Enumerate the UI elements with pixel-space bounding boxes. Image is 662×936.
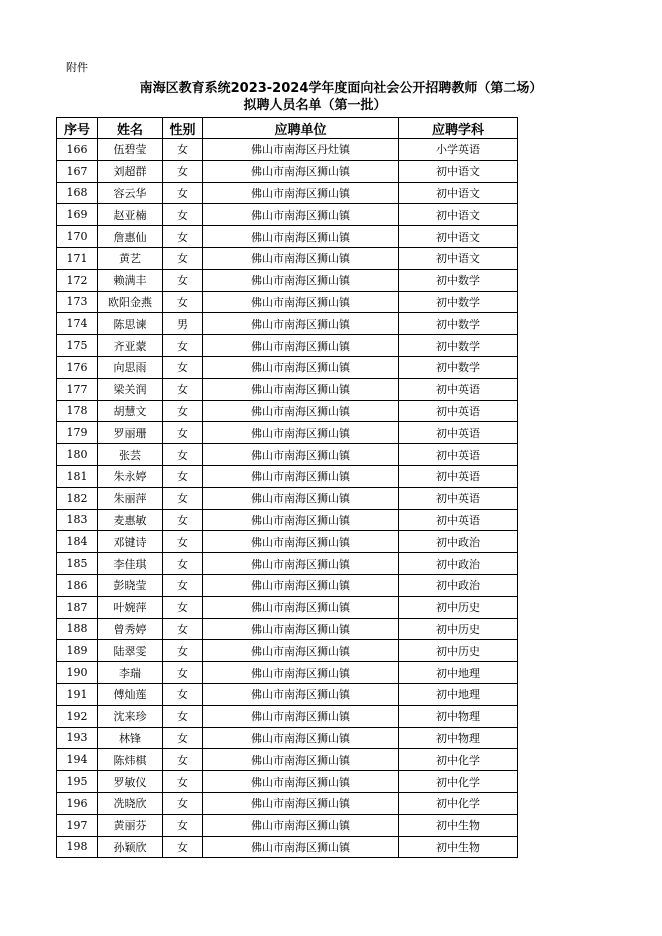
cell-gender: 女: [163, 792, 203, 814]
cell-gender: 女: [163, 356, 203, 378]
cell-gender: 女: [163, 683, 203, 705]
cell-gender: 女: [163, 160, 203, 182]
cell-name: 朱丽萍: [98, 487, 163, 509]
cell-serial-number: 171: [57, 247, 98, 269]
table-row: [57, 771, 518, 793]
cell-subject: 初中历史: [399, 640, 518, 662]
table-row: [57, 182, 518, 204]
cell-employer: 佛山市南海区狮山镇: [203, 465, 399, 487]
cell-employer: 佛山市南海区狮山镇: [203, 531, 399, 553]
table-row: [57, 269, 518, 291]
cell-serial-number: 197: [57, 814, 98, 836]
table-row: [57, 400, 518, 422]
cell-serial-number: 180: [57, 444, 98, 466]
table-row: [57, 509, 518, 531]
cell-employer: 佛山市南海区狮山镇: [203, 792, 399, 814]
cell-serial-number: 193: [57, 727, 98, 749]
cell-gender: 女: [163, 247, 203, 269]
cell-subject: 初中数学: [399, 335, 518, 357]
cell-serial-number: 170: [57, 226, 98, 248]
cell-name: 叶婉萍: [98, 596, 163, 618]
cell-serial-number: 182: [57, 487, 98, 509]
cell-name: 黄丽芬: [98, 814, 163, 836]
cell-gender: 女: [163, 727, 203, 749]
cell-gender: 女: [163, 378, 203, 400]
cell-subject: 初中数学: [399, 269, 518, 291]
cell-serial-number: 192: [57, 705, 98, 727]
cell-name: 罗敏仪: [98, 771, 163, 793]
cell-subject: 初中数学: [399, 356, 518, 378]
cell-employer: 佛山市南海区狮山镇: [203, 247, 399, 269]
cell-employer: 佛山市南海区狮山镇: [203, 291, 399, 313]
cell-serial-number: 178: [57, 400, 98, 422]
cell-employer: 佛山市南海区狮山镇: [203, 814, 399, 836]
cell-subject: 初中地理: [399, 683, 518, 705]
cell-name: 麦惠敏: [98, 509, 163, 531]
table-row: [57, 247, 518, 269]
cell-subject: 初中英语: [399, 400, 518, 422]
table-body: [57, 139, 518, 858]
cell-gender: 女: [163, 465, 203, 487]
cell-employer: 佛山市南海区狮山镇: [203, 749, 399, 771]
attachment-label: 附件: [66, 61, 88, 74]
cell-serial-number: 181: [57, 465, 98, 487]
cell-serial-number: 196: [57, 792, 98, 814]
cell-employer: 佛山市南海区狮山镇: [203, 160, 399, 182]
cell-serial-number: 190: [57, 662, 98, 684]
cell-employer: 佛山市南海区狮山镇: [203, 400, 399, 422]
cell-gender: 女: [163, 182, 203, 204]
cell-name: 向思雨: [98, 356, 163, 378]
cell-employer: 佛山市南海区狮山镇: [203, 356, 399, 378]
cell-serial-number: 185: [57, 553, 98, 575]
table-row: [57, 313, 518, 335]
cell-name: 邓键诗: [98, 531, 163, 553]
cell-subject: 初中地理: [399, 662, 518, 684]
cell-subject: 初中化学: [399, 771, 518, 793]
cell-subject: 初中化学: [399, 749, 518, 771]
cell-name: 黄艺: [98, 247, 163, 269]
cell-name: 冼晓欣: [98, 792, 163, 814]
table-row: [57, 596, 518, 618]
cell-employer: 佛山市南海区狮山镇: [203, 335, 399, 357]
cell-gender: 女: [163, 291, 203, 313]
table-row: [57, 160, 518, 182]
cell-gender: 女: [163, 422, 203, 444]
table-row: [57, 444, 518, 466]
cell-serial-number: 194: [57, 749, 98, 771]
cell-employer: 佛山市南海区狮山镇: [203, 226, 399, 248]
cell-name: 容云华: [98, 182, 163, 204]
cell-serial-number: 172: [57, 269, 98, 291]
table-row: [57, 465, 518, 487]
cell-serial-number: 188: [57, 618, 98, 640]
cell-subject: 初中语文: [399, 182, 518, 204]
cell-name: 孙颖欣: [98, 836, 163, 858]
cell-serial-number: 175: [57, 335, 98, 357]
cell-subject: 初中物理: [399, 705, 518, 727]
cell-name: 梁关润: [98, 378, 163, 400]
table-row: [57, 553, 518, 575]
cell-serial-number: 198: [57, 836, 98, 858]
table-row: [57, 662, 518, 684]
cell-name: 彭晓莹: [98, 574, 163, 596]
table-row: [57, 291, 518, 313]
cell-employer: 佛山市南海区狮山镇: [203, 705, 399, 727]
cell-gender: 女: [163, 487, 203, 509]
cell-serial-number: 179: [57, 422, 98, 444]
table-row: [57, 640, 518, 662]
cell-gender: 女: [163, 705, 203, 727]
cell-name: 伍碧莹: [98, 139, 163, 161]
cell-gender: 女: [163, 574, 203, 596]
cell-subject: 初中语文: [399, 247, 518, 269]
table-row: [57, 574, 518, 596]
cell-subject: 初中语文: [399, 204, 518, 226]
cell-serial-number: 174: [57, 313, 98, 335]
cell-name: 曾秀婷: [98, 618, 163, 640]
table-row: [57, 487, 518, 509]
cell-name: 傅灿莲: [98, 683, 163, 705]
table-row: [57, 335, 518, 357]
cell-employer: 佛山市南海区狮山镇: [203, 727, 399, 749]
cell-subject: 初中英语: [399, 444, 518, 466]
table-row: [57, 356, 518, 378]
document-title: 南海区教育系统2023-2024学年度面向社会公开招聘教师（第二场）: [139, 81, 543, 96]
cell-gender: 女: [163, 814, 203, 836]
cell-subject: 初中语文: [399, 226, 518, 248]
table-row: [57, 204, 518, 226]
cell-name: 林锋: [98, 727, 163, 749]
cell-subject: 初中英语: [399, 422, 518, 444]
cell-serial-number: 169: [57, 204, 98, 226]
cell-employer: 佛山市南海区狮山镇: [203, 596, 399, 618]
cell-subject: 初中英语: [399, 465, 518, 487]
cell-subject: 初中英语: [399, 378, 518, 400]
cell-gender: 女: [163, 771, 203, 793]
cell-gender: 女: [163, 553, 203, 575]
cell-subject: 初中数学: [399, 291, 518, 313]
cell-serial-number: 167: [57, 160, 98, 182]
cell-name: 李瑞: [98, 662, 163, 684]
cell-serial-number: 184: [57, 531, 98, 553]
table-row: [57, 836, 518, 858]
cell-gender: 女: [163, 269, 203, 291]
cell-gender: 女: [163, 662, 203, 684]
cell-serial-number: 191: [57, 683, 98, 705]
cell-gender: 女: [163, 596, 203, 618]
cell-name: 詹惠仙: [98, 226, 163, 248]
table-row: [57, 139, 518, 161]
cell-subject: 初中历史: [399, 618, 518, 640]
cell-gender: 女: [163, 204, 203, 226]
cell-gender: 女: [163, 226, 203, 248]
table-row: [57, 683, 518, 705]
cell-name: 胡慧文: [98, 400, 163, 422]
header-name: 姓名: [98, 118, 163, 139]
cell-employer: 佛山市南海区狮山镇: [203, 422, 399, 444]
table-row: [57, 378, 518, 400]
header-subject: 应聘学科: [399, 118, 518, 139]
cell-subject: 初中语文: [399, 160, 518, 182]
table-row: [57, 618, 518, 640]
cell-employer: 佛山市南海区狮山镇: [203, 509, 399, 531]
cell-name: 齐亚蒙: [98, 335, 163, 357]
table-row: [57, 727, 518, 749]
cell-subject: 初中化学: [399, 792, 518, 814]
cell-gender: 女: [163, 139, 203, 161]
table-row: [57, 226, 518, 248]
document-subtitle: 拟聘人员名单（第一批）: [243, 98, 387, 113]
cell-employer: 佛山市南海区狮山镇: [203, 553, 399, 575]
cell-name: 朱永婷: [98, 465, 163, 487]
cell-serial-number: 176: [57, 356, 98, 378]
cell-gender: 女: [163, 400, 203, 422]
cell-employer: 佛山市南海区狮山镇: [203, 487, 399, 509]
cell-gender: 女: [163, 531, 203, 553]
table-row: [57, 705, 518, 727]
table-row: [57, 422, 518, 444]
cell-employer: 佛山市南海区狮山镇: [203, 444, 399, 466]
cell-subject: 初中政治: [399, 574, 518, 596]
cell-employer: 佛山市南海区狮山镇: [203, 640, 399, 662]
cell-gender: 女: [163, 749, 203, 771]
cell-gender: 女: [163, 618, 203, 640]
cell-name: 赖满丰: [98, 269, 163, 291]
cell-employer: 佛山市南海区狮山镇: [203, 771, 399, 793]
cell-name: 李佳琪: [98, 553, 163, 575]
table-row: [57, 792, 518, 814]
table-row: [57, 531, 518, 553]
cell-subject: 初中英语: [399, 509, 518, 531]
header-employer: 应聘单位: [203, 118, 399, 139]
cell-subject: 初中政治: [399, 553, 518, 575]
cell-serial-number: 177: [57, 378, 98, 400]
cell-serial-number: 186: [57, 574, 98, 596]
cell-subject: 初中英语: [399, 487, 518, 509]
cell-subject: 初中生物: [399, 836, 518, 858]
cell-gender: 男: [163, 313, 203, 335]
cell-subject: 初中物理: [399, 727, 518, 749]
cell-employer: 佛山市南海区狮山镇: [203, 574, 399, 596]
cell-gender: 女: [163, 640, 203, 662]
cell-serial-number: 173: [57, 291, 98, 313]
cell-serial-number: 183: [57, 509, 98, 531]
cell-subject: 初中政治: [399, 531, 518, 553]
cell-name: 沈来珍: [98, 705, 163, 727]
cell-serial-number: 187: [57, 596, 98, 618]
cell-name: 陆翠雯: [98, 640, 163, 662]
cell-serial-number: 195: [57, 771, 98, 793]
table-row: [57, 814, 518, 836]
cell-subject: 初中生物: [399, 814, 518, 836]
cell-serial-number: 166: [57, 139, 98, 161]
cell-subject: 初中数学: [399, 313, 518, 335]
cell-employer: 佛山市南海区狮山镇: [203, 378, 399, 400]
cell-name: 欧阳金燕: [98, 291, 163, 313]
cell-name: 陈炜棋: [98, 749, 163, 771]
cell-employer: 佛山市南海区狮山镇: [203, 662, 399, 684]
cell-employer: 佛山市南海区狮山镇: [203, 836, 399, 858]
cell-name: 赵亚楠: [98, 204, 163, 226]
cell-gender: 女: [163, 836, 203, 858]
cell-name: 刘超群: [98, 160, 163, 182]
header-serial-number: 序号: [57, 118, 98, 139]
cell-employer: 佛山市南海区狮山镇: [203, 182, 399, 204]
cell-gender: 女: [163, 509, 203, 531]
cell-gender: 女: [163, 335, 203, 357]
cell-name: 罗丽珊: [98, 422, 163, 444]
cell-gender: 女: [163, 444, 203, 466]
cell-employer: 佛山市南海区狮山镇: [203, 313, 399, 335]
cell-name: 张芸: [98, 444, 163, 466]
cell-subject: 初中历史: [399, 596, 518, 618]
table-row: [57, 749, 518, 771]
table-header-row: [57, 118, 518, 139]
cell-employer: 佛山市南海区狮山镇: [203, 204, 399, 226]
cell-name: 陈思谏: [98, 313, 163, 335]
hiring-list-table: [56, 117, 518, 858]
cell-employer: 佛山市南海区狮山镇: [203, 618, 399, 640]
cell-employer: 佛山市南海区狮山镇: [203, 683, 399, 705]
cell-serial-number: 168: [57, 182, 98, 204]
cell-employer: 佛山市南海区狮山镇: [203, 269, 399, 291]
cell-subject: 小学英语: [399, 139, 518, 161]
header-gender: 性别: [163, 118, 203, 139]
cell-employer: 佛山市南海区丹灶镇: [203, 139, 399, 161]
cell-serial-number: 189: [57, 640, 98, 662]
